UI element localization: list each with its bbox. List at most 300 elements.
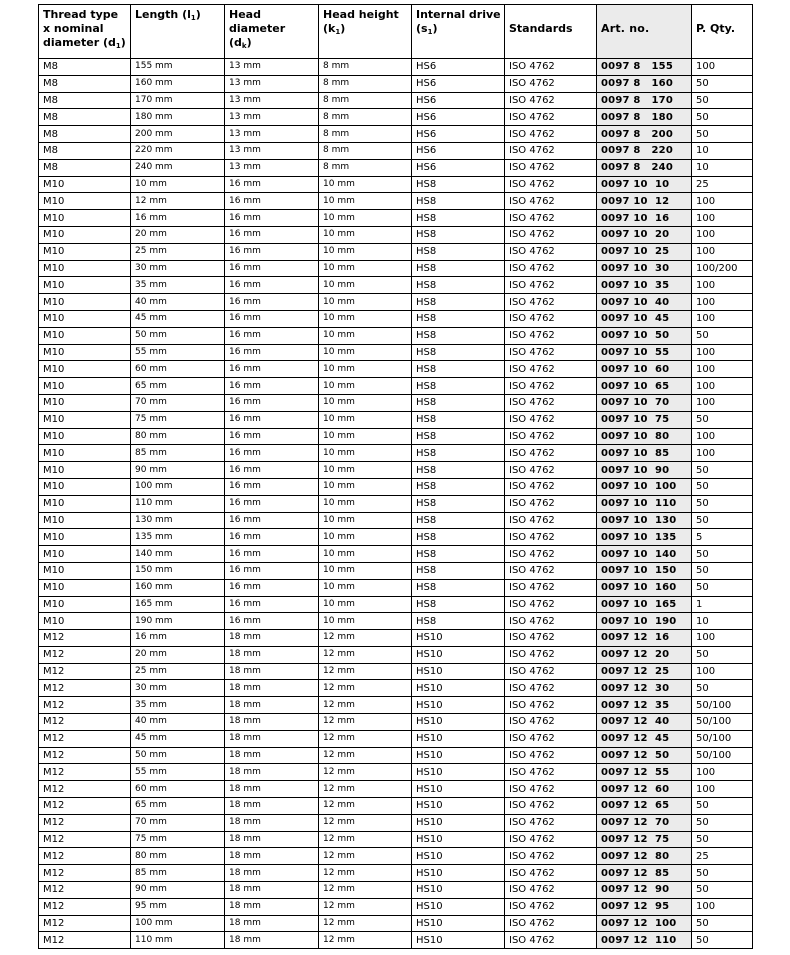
art-no-cell: 0097 12 110 bbox=[597, 932, 692, 949]
head-height-cell: 10 mm bbox=[319, 445, 412, 462]
qty-cell: 50 bbox=[692, 546, 753, 563]
head-height-cell: 12 mm bbox=[319, 915, 412, 932]
standard-cell: ISO 4762 bbox=[505, 529, 597, 546]
length-cell: 20 mm bbox=[131, 646, 225, 663]
head-height-cell: 8 mm bbox=[319, 159, 412, 176]
length-cell: 70 mm bbox=[131, 814, 225, 831]
drive-cell: HS8 bbox=[412, 462, 505, 479]
length-cell: 25 mm bbox=[131, 663, 225, 680]
table-row bbox=[39, 59, 753, 76]
table-row bbox=[39, 92, 753, 109]
standard-cell: ISO 4762 bbox=[505, 714, 597, 731]
art-no-cell: 0097 10 55 bbox=[597, 344, 692, 361]
qty-cell: 50 bbox=[692, 462, 753, 479]
art-no-cell: 0097 10 140 bbox=[597, 546, 692, 563]
qty-cell: 10 bbox=[692, 159, 753, 176]
thread-cell: M12 bbox=[39, 747, 131, 764]
head-height-cell: 12 mm bbox=[319, 882, 412, 899]
art-no-cell: 0097 12 35 bbox=[597, 697, 692, 714]
head-diameter-cell: 16 mm bbox=[225, 294, 319, 311]
thread-cell: M8 bbox=[39, 142, 131, 159]
head-height-cell: 12 mm bbox=[319, 663, 412, 680]
table-row bbox=[39, 680, 753, 697]
header-length: Length $(l_1)$ bbox=[131, 5, 225, 59]
thread-cell: M12 bbox=[39, 898, 131, 915]
art-no-cell: 0097 8 155 bbox=[597, 59, 692, 76]
standard-cell: ISO 4762 bbox=[505, 462, 597, 479]
length-cell: 75 mm bbox=[131, 831, 225, 848]
thread-cell: M10 bbox=[39, 512, 131, 529]
standard-cell: ISO 4762 bbox=[505, 92, 597, 109]
table-row bbox=[39, 613, 753, 630]
thread-cell: M10 bbox=[39, 495, 131, 512]
drive-cell: HS8 bbox=[412, 277, 505, 294]
drive-cell: HS10 bbox=[412, 630, 505, 647]
drive-cell: HS8 bbox=[412, 411, 505, 428]
drive-cell: HS8 bbox=[412, 294, 505, 311]
thread-cell: M12 bbox=[39, 915, 131, 932]
standard-cell: ISO 4762 bbox=[505, 243, 597, 260]
head-diameter-cell: 16 mm bbox=[225, 327, 319, 344]
drive-cell: HS8 bbox=[412, 495, 505, 512]
standard-cell: ISO 4762 bbox=[505, 126, 597, 143]
standard-cell: ISO 4762 bbox=[505, 277, 597, 294]
table-row bbox=[39, 428, 753, 445]
length-cell: 160 mm bbox=[131, 75, 225, 92]
standard-cell: ISO 4762 bbox=[505, 814, 597, 831]
table-row bbox=[39, 394, 753, 411]
length-cell: 30 mm bbox=[131, 260, 225, 277]
standard-cell: ISO 4762 bbox=[505, 798, 597, 815]
art-no-cell: 0097 10 85 bbox=[597, 445, 692, 462]
standard-cell: ISO 4762 bbox=[505, 630, 597, 647]
head-diameter-cell: 18 mm bbox=[225, 764, 319, 781]
drive-cell: HS8 bbox=[412, 378, 505, 395]
head-height-cell: 10 mm bbox=[319, 546, 412, 563]
art-no-cell: 0097 10 16 bbox=[597, 210, 692, 227]
qty-cell: 100 bbox=[692, 781, 753, 798]
table-row bbox=[39, 411, 753, 428]
head-diameter-cell: 16 mm bbox=[225, 260, 319, 277]
head-diameter-cell: 13 mm bbox=[225, 126, 319, 143]
length-cell: 85 mm bbox=[131, 445, 225, 462]
head-diameter-cell: 16 mm bbox=[225, 596, 319, 613]
thread-cell: M12 bbox=[39, 781, 131, 798]
standard-cell: ISO 4762 bbox=[505, 310, 597, 327]
head-height-cell: 12 mm bbox=[319, 814, 412, 831]
standard-cell: ISO 4762 bbox=[505, 327, 597, 344]
thread-cell: M12 bbox=[39, 932, 131, 949]
thread-cell: M12 bbox=[39, 730, 131, 747]
qty-cell: 50 bbox=[692, 814, 753, 831]
head-height-cell: 10 mm bbox=[319, 411, 412, 428]
head-diameter-cell: 13 mm bbox=[225, 142, 319, 159]
art-no-cell: 0097 12 20 bbox=[597, 646, 692, 663]
drive-cell: HS8 bbox=[412, 243, 505, 260]
drive-cell: HS8 bbox=[412, 546, 505, 563]
thread-cell: M10 bbox=[39, 411, 131, 428]
art-no-cell: 0097 12 65 bbox=[597, 798, 692, 815]
head-diameter-cell: 13 mm bbox=[225, 75, 319, 92]
drive-cell: HS6 bbox=[412, 126, 505, 143]
standard-cell: ISO 4762 bbox=[505, 747, 597, 764]
qty-cell: 50 bbox=[692, 75, 753, 92]
length-cell: 12 mm bbox=[131, 193, 225, 210]
product-table bbox=[38, 4, 753, 949]
length-cell: 40 mm bbox=[131, 294, 225, 311]
head-height-cell: 10 mm bbox=[319, 243, 412, 260]
length-cell: 55 mm bbox=[131, 764, 225, 781]
thread-cell: M12 bbox=[39, 630, 131, 647]
thread-cell: M10 bbox=[39, 546, 131, 563]
table-row bbox=[39, 764, 753, 781]
head-diameter-cell: 18 mm bbox=[225, 646, 319, 663]
length-cell: 65 mm bbox=[131, 378, 225, 395]
head-diameter-cell: 16 mm bbox=[225, 394, 319, 411]
length-cell: 60 mm bbox=[131, 361, 225, 378]
head-diameter-cell: 16 mm bbox=[225, 462, 319, 479]
head-diameter-cell: 18 mm bbox=[225, 882, 319, 899]
thread-cell: M10 bbox=[39, 529, 131, 546]
head-height-cell: 12 mm bbox=[319, 831, 412, 848]
drive-cell: HS8 bbox=[412, 361, 505, 378]
qty-cell: 50 bbox=[692, 680, 753, 697]
qty-cell: 100 bbox=[692, 294, 753, 311]
length-cell: 50 mm bbox=[131, 747, 225, 764]
qty-cell: 50/100 bbox=[692, 697, 753, 714]
length-cell: 140 mm bbox=[131, 546, 225, 563]
table-row bbox=[39, 193, 753, 210]
table-row bbox=[39, 865, 753, 882]
length-cell: 55 mm bbox=[131, 344, 225, 361]
art-no-cell: 0097 10 50 bbox=[597, 327, 692, 344]
standard-cell: ISO 4762 bbox=[505, 159, 597, 176]
drive-cell: HS10 bbox=[412, 814, 505, 831]
thread-cell: M10 bbox=[39, 294, 131, 311]
qty-cell: 100 bbox=[692, 630, 753, 647]
head-diameter-cell: 18 mm bbox=[225, 798, 319, 815]
table-row bbox=[39, 226, 753, 243]
art-no-cell: 0097 12 25 bbox=[597, 663, 692, 680]
standard-cell: ISO 4762 bbox=[505, 260, 597, 277]
head-height-cell: 10 mm bbox=[319, 596, 412, 613]
thread-cell: M10 bbox=[39, 562, 131, 579]
head-height-cell: 12 mm bbox=[319, 798, 412, 815]
table-row bbox=[39, 495, 753, 512]
art-no-cell: 0097 12 50 bbox=[597, 747, 692, 764]
head-height-cell: 10 mm bbox=[319, 579, 412, 596]
length-cell: 95 mm bbox=[131, 898, 225, 915]
standard-cell: ISO 4762 bbox=[505, 915, 597, 932]
head-height-cell: 10 mm bbox=[319, 478, 412, 495]
head-height-cell: 10 mm bbox=[319, 226, 412, 243]
head-diameter-cell: 16 mm bbox=[225, 277, 319, 294]
qty-cell: 5 bbox=[692, 529, 753, 546]
qty-cell: 50/100 bbox=[692, 714, 753, 731]
thread-cell: M12 bbox=[39, 831, 131, 848]
head-height-cell: 10 mm bbox=[319, 613, 412, 630]
drive-cell: HS8 bbox=[412, 176, 505, 193]
standard-cell: ISO 4762 bbox=[505, 932, 597, 949]
length-cell: 110 mm bbox=[131, 932, 225, 949]
standard-cell: ISO 4762 bbox=[505, 882, 597, 899]
qty-cell: 50 bbox=[692, 915, 753, 932]
drive-cell: HS8 bbox=[412, 327, 505, 344]
art-no-cell: 0097 12 90 bbox=[597, 882, 692, 899]
standard-cell: ISO 4762 bbox=[505, 680, 597, 697]
length-cell: 75 mm bbox=[131, 411, 225, 428]
art-no-cell: 0097 10 35 bbox=[597, 277, 692, 294]
head-diameter-cell: 18 mm bbox=[225, 848, 319, 865]
table-row bbox=[39, 277, 753, 294]
standard-cell: ISO 4762 bbox=[505, 361, 597, 378]
head-diameter-cell: 16 mm bbox=[225, 344, 319, 361]
standard-cell: ISO 4762 bbox=[505, 226, 597, 243]
qty-cell: 100 bbox=[692, 898, 753, 915]
art-no-cell: 0097 10 165 bbox=[597, 596, 692, 613]
table-row bbox=[39, 126, 753, 143]
qty-cell: 100 bbox=[692, 378, 753, 395]
thread-cell: M10 bbox=[39, 361, 131, 378]
head-height-cell: 12 mm bbox=[319, 932, 412, 949]
length-cell: 30 mm bbox=[131, 680, 225, 697]
head-diameter-cell: 16 mm bbox=[225, 445, 319, 462]
head-height-cell: 10 mm bbox=[319, 193, 412, 210]
drive-cell: HS8 bbox=[412, 445, 505, 462]
head-diameter-cell: 18 mm bbox=[225, 781, 319, 798]
table-row bbox=[39, 596, 753, 613]
art-no-cell: 0097 8 170 bbox=[597, 92, 692, 109]
standard-cell: ISO 4762 bbox=[505, 378, 597, 395]
head-height-cell: 12 mm bbox=[319, 764, 412, 781]
qty-cell: 50 bbox=[692, 327, 753, 344]
head-height-cell: 10 mm bbox=[319, 277, 412, 294]
drive-cell: HS6 bbox=[412, 109, 505, 126]
length-cell: 10 mm bbox=[131, 176, 225, 193]
standard-cell: ISO 4762 bbox=[505, 613, 597, 630]
drive-cell: HS10 bbox=[412, 730, 505, 747]
drive-cell: HS6 bbox=[412, 142, 505, 159]
standard-cell: ISO 4762 bbox=[505, 730, 597, 747]
head-height-cell: 10 mm bbox=[319, 294, 412, 311]
head-diameter-cell: 18 mm bbox=[225, 898, 319, 915]
table-row bbox=[39, 327, 753, 344]
length-cell: 220 mm bbox=[131, 142, 225, 159]
table-row bbox=[39, 159, 753, 176]
thread-cell: M10 bbox=[39, 210, 131, 227]
length-cell: 190 mm bbox=[131, 613, 225, 630]
table-row bbox=[39, 831, 753, 848]
length-cell: 20 mm bbox=[131, 226, 225, 243]
table-row bbox=[39, 814, 753, 831]
length-cell: 45 mm bbox=[131, 730, 225, 747]
drive-cell: HS8 bbox=[412, 193, 505, 210]
head-diameter-cell: 16 mm bbox=[225, 361, 319, 378]
head-height-cell: 12 mm bbox=[319, 714, 412, 731]
drive-cell: HS10 bbox=[412, 898, 505, 915]
drive-cell: HS10 bbox=[412, 865, 505, 882]
thread-cell: M10 bbox=[39, 260, 131, 277]
head-height-cell: 12 mm bbox=[319, 898, 412, 915]
head-height-cell: 10 mm bbox=[319, 260, 412, 277]
table-row bbox=[39, 310, 753, 327]
standard-cell: ISO 4762 bbox=[505, 193, 597, 210]
drive-cell: HS8 bbox=[412, 596, 505, 613]
head-height-cell: 10 mm bbox=[319, 428, 412, 445]
standard-cell: ISO 4762 bbox=[505, 411, 597, 428]
header-p-qty: P. Qty. bbox=[692, 5, 753, 59]
head-diameter-cell: 18 mm bbox=[225, 915, 319, 932]
thread-cell: M12 bbox=[39, 882, 131, 899]
qty-cell: 100 bbox=[692, 445, 753, 462]
qty-cell: 100 bbox=[692, 277, 753, 294]
length-cell: 16 mm bbox=[131, 210, 225, 227]
drive-cell: HS10 bbox=[412, 680, 505, 697]
qty-cell: 100 bbox=[692, 226, 753, 243]
table-row bbox=[39, 445, 753, 462]
art-no-cell: 0097 10 100 bbox=[597, 478, 692, 495]
table-row bbox=[39, 142, 753, 159]
thread-cell: M8 bbox=[39, 109, 131, 126]
drive-cell: HS10 bbox=[412, 798, 505, 815]
head-height-cell: 10 mm bbox=[319, 327, 412, 344]
qty-cell: 50 bbox=[692, 109, 753, 126]
standard-cell: ISO 4762 bbox=[505, 562, 597, 579]
art-no-cell: 0097 12 16 bbox=[597, 630, 692, 647]
head-diameter-cell: 18 mm bbox=[225, 663, 319, 680]
drive-cell: HS10 bbox=[412, 882, 505, 899]
qty-cell: 50 bbox=[692, 562, 753, 579]
table-row bbox=[39, 243, 753, 260]
drive-cell: HS10 bbox=[412, 764, 505, 781]
head-height-cell: 10 mm bbox=[319, 344, 412, 361]
standard-cell: ISO 4762 bbox=[505, 495, 597, 512]
head-diameter-cell: 13 mm bbox=[225, 109, 319, 126]
drive-cell: HS8 bbox=[412, 428, 505, 445]
qty-cell: 50/100 bbox=[692, 747, 753, 764]
head-height-cell: 12 mm bbox=[319, 646, 412, 663]
standard-cell: ISO 4762 bbox=[505, 898, 597, 915]
art-no-cell: 0097 8 200 bbox=[597, 126, 692, 143]
drive-cell: HS6 bbox=[412, 59, 505, 76]
header-head-diameter: Head diameter $(d_k)$ bbox=[225, 5, 319, 59]
table-row bbox=[39, 210, 753, 227]
thread-cell: M10 bbox=[39, 327, 131, 344]
drive-cell: HS10 bbox=[412, 915, 505, 932]
art-no-cell: 0097 10 70 bbox=[597, 394, 692, 411]
head-diameter-cell: 13 mm bbox=[225, 59, 319, 76]
head-height-cell: 8 mm bbox=[319, 75, 412, 92]
drive-cell: HS8 bbox=[412, 310, 505, 327]
table-row bbox=[39, 562, 753, 579]
head-height-cell: 10 mm bbox=[319, 512, 412, 529]
table-row bbox=[39, 529, 753, 546]
drive-cell: HS8 bbox=[412, 210, 505, 227]
art-no-cell: 0097 12 70 bbox=[597, 814, 692, 831]
art-no-cell: 0097 10 110 bbox=[597, 495, 692, 512]
length-cell: 180 mm bbox=[131, 109, 225, 126]
qty-cell: 100 bbox=[692, 394, 753, 411]
standard-cell: ISO 4762 bbox=[505, 512, 597, 529]
art-no-cell: 0097 12 95 bbox=[597, 898, 692, 915]
art-no-cell: 0097 10 90 bbox=[597, 462, 692, 479]
table-row bbox=[39, 462, 753, 479]
length-cell: 16 mm bbox=[131, 630, 225, 647]
length-cell: 50 mm bbox=[131, 327, 225, 344]
standard-cell: ISO 4762 bbox=[505, 663, 597, 680]
art-no-cell: 0097 10 65 bbox=[597, 378, 692, 395]
table-body bbox=[39, 59, 753, 949]
art-no-cell: 0097 10 160 bbox=[597, 579, 692, 596]
table-row bbox=[39, 747, 753, 764]
art-no-cell: 0097 10 10 bbox=[597, 176, 692, 193]
table-row bbox=[39, 898, 753, 915]
head-height-cell: 10 mm bbox=[319, 394, 412, 411]
drive-cell: HS10 bbox=[412, 646, 505, 663]
standard-cell: ISO 4762 bbox=[505, 865, 597, 882]
head-diameter-cell: 16 mm bbox=[225, 579, 319, 596]
head-diameter-cell: 16 mm bbox=[225, 226, 319, 243]
thread-cell: M10 bbox=[39, 243, 131, 260]
standard-cell: ISO 4762 bbox=[505, 646, 597, 663]
table-row bbox=[39, 848, 753, 865]
qty-cell: 50 bbox=[692, 411, 753, 428]
length-cell: 165 mm bbox=[131, 596, 225, 613]
head-diameter-cell: 16 mm bbox=[225, 546, 319, 563]
thread-cell: M8 bbox=[39, 92, 131, 109]
length-cell: 135 mm bbox=[131, 529, 225, 546]
table-row bbox=[39, 344, 753, 361]
table-row bbox=[39, 663, 753, 680]
table-row bbox=[39, 882, 753, 899]
art-no-cell: 0097 10 12 bbox=[597, 193, 692, 210]
length-cell: 85 mm bbox=[131, 865, 225, 882]
drive-cell: HS10 bbox=[412, 848, 505, 865]
drive-cell: HS8 bbox=[412, 613, 505, 630]
head-diameter-cell: 18 mm bbox=[225, 814, 319, 831]
drive-cell: HS10 bbox=[412, 663, 505, 680]
table-row bbox=[39, 378, 753, 395]
standard-cell: ISO 4762 bbox=[505, 75, 597, 92]
head-height-cell: 12 mm bbox=[319, 865, 412, 882]
standard-cell: ISO 4762 bbox=[505, 445, 597, 462]
standard-cell: ISO 4762 bbox=[505, 294, 597, 311]
drive-cell: HS6 bbox=[412, 159, 505, 176]
drive-cell: HS8 bbox=[412, 344, 505, 361]
thread-cell: M10 bbox=[39, 394, 131, 411]
drive-cell: HS8 bbox=[412, 529, 505, 546]
qty-cell: 50 bbox=[692, 865, 753, 882]
standard-cell: ISO 4762 bbox=[505, 428, 597, 445]
qty-cell: 100 bbox=[692, 428, 753, 445]
art-no-cell: 0097 10 130 bbox=[597, 512, 692, 529]
thread-cell: M12 bbox=[39, 848, 131, 865]
header-thread-type: Thread type x nominal diameter $(d_1)$ bbox=[39, 5, 131, 59]
header-art-no: Art. no. bbox=[597, 5, 692, 59]
head-diameter-cell: 16 mm bbox=[225, 411, 319, 428]
qty-cell: 50 bbox=[692, 478, 753, 495]
table-row bbox=[39, 579, 753, 596]
qty-cell: 50 bbox=[692, 798, 753, 815]
table-row bbox=[39, 781, 753, 798]
standard-cell: ISO 4762 bbox=[505, 176, 597, 193]
art-no-cell: 0097 10 40 bbox=[597, 294, 692, 311]
drive-cell: HS10 bbox=[412, 831, 505, 848]
thread-cell: M12 bbox=[39, 646, 131, 663]
header-head-height: Head height $(k_1)$ bbox=[319, 5, 412, 59]
table-row bbox=[39, 75, 753, 92]
drive-cell: HS8 bbox=[412, 226, 505, 243]
